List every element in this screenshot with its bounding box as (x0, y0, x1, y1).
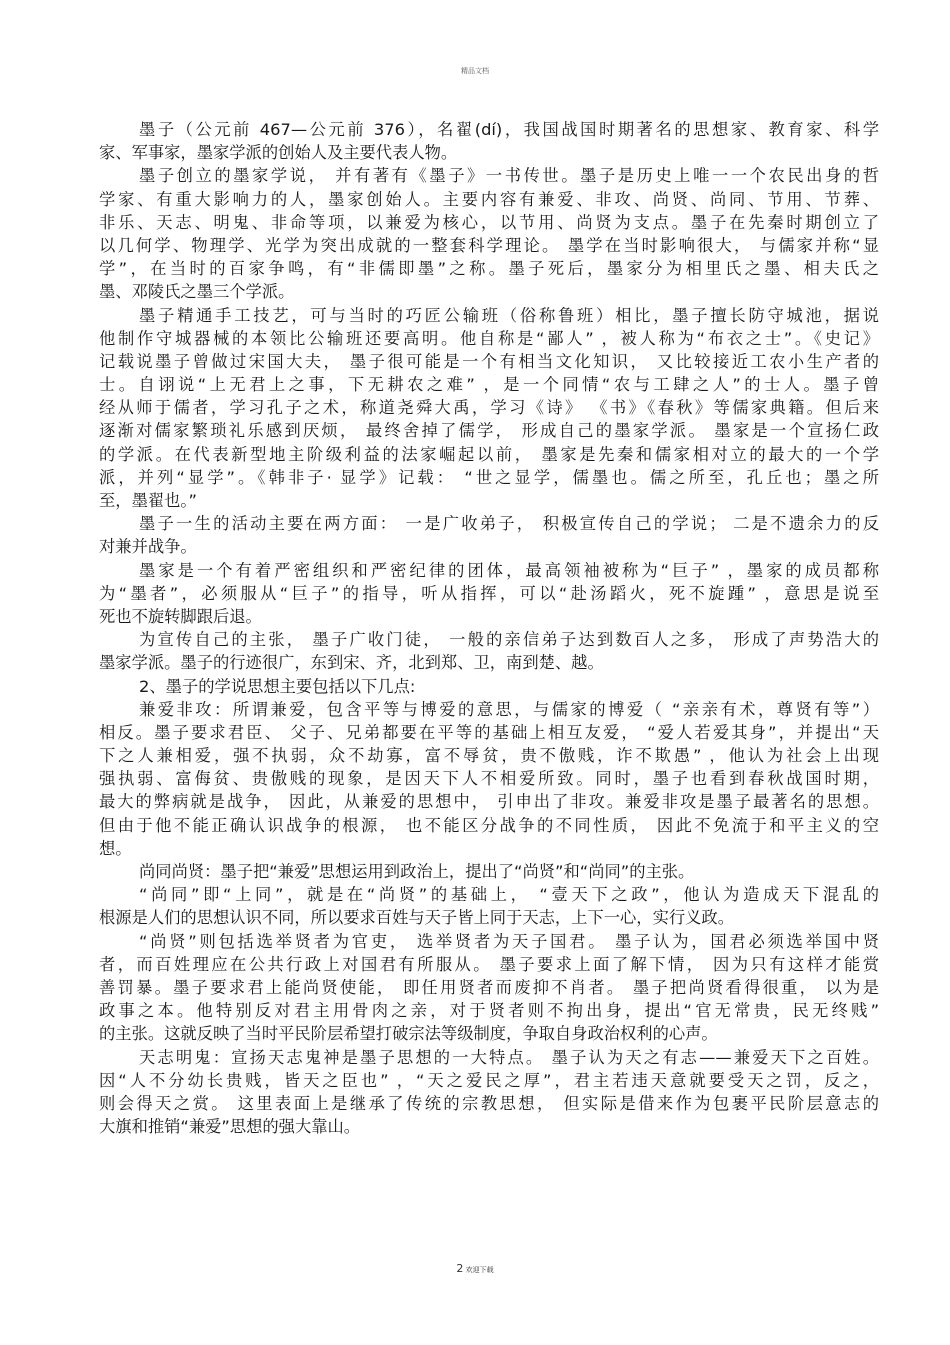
text-line: 学”，在当时的百家争鸣，有“非儒即墨”之称。墨子死后，墨家分为相里氏之墨、相夫氏之 (99, 259, 879, 279)
text-line: 记载说墨子曾做过宋国大夫， 墨子很可能是一个有相当文化知识， 又比较接近工农小生产者的 (99, 351, 879, 371)
text-line: “尚贤”则包括选举贤者为官吏， 选举贤者为天子国君。 墨子认为，国君必须选举国中贤 (139, 931, 879, 951)
text-line: 想。 (99, 838, 132, 858)
text-line: 墨、邓陵氏之墨三个学派。 (99, 282, 295, 302)
text-line: 因“人不分幼长贵贱，皆天之臣也” ，“天之爱民之厚”，君主若违天意就要受天之罚，反之， (99, 1070, 879, 1090)
text-line: 兼爱非攻：所谓兼爱，包含平等与博爱的意思，与儒家的博爱（ “亲亲有术，尊贤有等”） (139, 699, 879, 719)
text-line: 善罚暴。墨子要求君上能尚贤使能， 即任用贤者而废抑不肖者。 墨子把尚贤看得很重， 以为是 (99, 977, 879, 997)
text-line: 士。自诩说“上无君上之事，下无耕农之难” ，是一个同情“农与工肆之人”的士人。墨子曾 (99, 375, 879, 395)
text-line: 大旗和推销“兼爱”思想的强大靠山。 (99, 1117, 361, 1137)
text-line: 至，墨翟也。” (99, 491, 197, 510)
text-line: 尚同尚贤：墨子把“兼爱”思想运用到政治上，提出了“尚贤”和“尚同”的主张。 (139, 862, 695, 881)
text-line: 根源是人们的思想认识不同，所以要求百姓与天子皆上同于天志，上下一心，实行义政。 (99, 908, 734, 928)
text-line: 派，并列“显学”。《韩非子· 显学》记载： “世之显学，儒墨也。儒之所至，孔丘也；墨之所 (99, 467, 879, 487)
text-line: 经从师于儒者，学习孔子之术，称道尧舜大禹，学习《诗》 《书》《春秋》等儒家典籍。但后来 (99, 398, 879, 418)
text-line: “尚同”即“上同”，就是在“尚贤”的基础上， “壹天下之政”，他认为造成天下混乱的 (139, 885, 879, 905)
text-line: 非乐、天志、明鬼、非命等项，以兼爱为核心，以节用、尚贤为支点。墨子在先秦时期创立了 (99, 212, 879, 232)
text-line: 者，而百姓理应在公共行政上对国君有所服从。 墨子要求上面了解下情， 因为只有这样才能赏 (99, 954, 879, 974)
text-line: 死也不旋转脚跟后退。 (99, 606, 262, 626)
text-line: 墨家是一个有着严密组织和严密纪律的团体，最高领袖被称为“巨子” ，墨家的成员都称 (139, 560, 879, 580)
text-line: 逐渐对儒家繁琐礼乐感到厌烦， 最终舍掉了儒学， 形成自己的墨家学派。 墨家是一个宣扬仁政 (99, 421, 879, 441)
text-line: 的学派。在代表新型地主阶级利益的法家崛起以前， 墨家是先秦和儒家相对立的最大的一个学 (99, 444, 879, 464)
page-header-watermark: 精品文档 (461, 67, 489, 75)
text-line: 墨子（公元前 467—公元前 376），名翟(dí)，我国战国时期著名的思想家、教育家、科学 (139, 120, 879, 139)
text-line: 为宣传自己的主张， 墨子广收门徒， 一般的亲信弟子达到数百人之多， 形成了声势浩大的 (139, 630, 879, 650)
text-line: 最大的弊病就是战争， 因此，从兼爱的思想中， 引申出了非攻。兼爱非攻是墨子最著名的思想。 (99, 792, 879, 812)
footer-label: 欢迎下载 (465, 1266, 494, 1274)
text-line: 墨子精通手工技艺，可与当时的巧匠公输班（俗称鲁班）相比，墨子擅长防守城池，据说 (139, 305, 879, 325)
document-body (99, 118, 879, 1138)
text-line: 墨子一生的活动主要在两方面： 一是广收弟子， 积极宣传自己的学说； 二是不遗余力的反 (139, 514, 879, 534)
page-footer (0, 1262, 950, 1275)
text-line: 墨家学派。墨子的行迹很广，东到宋、齐，北到郑、卫，南到楚、越。 (99, 653, 604, 673)
text-line: 则会得天之赏。 这里表面上是继承了传统的宗教思想， 但实际是借来作为包裹平民阶层意志的 (99, 1093, 879, 1113)
page-number: 2 (456, 1262, 464, 1275)
text-line: 以几何学、物理学、光学为突出成就的一整套科学理论。 墨学在当时影响很大， 与儒家并称“显 (99, 235, 879, 255)
text-line: 2、墨子的学说思想主要包括以下几点: (139, 676, 416, 696)
text-line: 相反。墨子要求君臣、 父子、兄弟都要在平等的基础上相互友爱， “爱人若爱其身”，并提出“天 (99, 722, 879, 742)
text-line: 强执弱、富侮贫、贵傲贱的现象，是因天下人不相爱所致。同时，墨子也看到春秋战国时期， (99, 769, 879, 789)
text-line: 但由于他不能正确认识战争的根源， 也不能区分战争的不同性质， 因此不免流于和平主义的空 (99, 815, 879, 835)
text-line: 下之人兼相爱，强不执弱，众不劫寡，富不辱贫，贵不傲贱，诈不欺愚” ，他认为社会上出现 (99, 746, 879, 766)
text-line: 家、军事家，墨家学派的创始人及主要代表人物。 (99, 143, 458, 163)
text-line: 对兼并战争。 (99, 537, 197, 557)
text-line: 墨子创立的墨家学说， 并有著有《墨子》一书传世。墨子是历史上唯一一个农民出身的哲 (139, 166, 879, 186)
text-line: 为“墨者”，必须服从“巨子”的指导，听从指挥，可以“赴汤蹈火，死不旋踵” ，意思是说至 (99, 583, 879, 603)
text-line: 的主张。这就反映了当时平民阶层希望打破宗法等级制度，争取自身政治权利的心声。 (99, 1024, 718, 1044)
text-line: 政事之本。他特别反对君主用骨肉之亲，对于贤者则不拘出身，提出“官无常贵，民无终贱” (99, 1001, 879, 1021)
text-line: 他制作守城器械的本领比公输班还要高明。他自称是“鄙人” ，被人称为“布衣之士”。《史记》 (99, 328, 879, 348)
text-line: 学家、有重大影响力的人，墨家创始人。主要内容有兼爱、非攻、尚贤、尚同、节用、节葬、 (99, 189, 879, 209)
text-line: 天志明鬼：宣扬天志鬼神是墨子思想的一大特点。 墨子认为天之有志——兼爱天下之百姓。 (139, 1047, 879, 1067)
